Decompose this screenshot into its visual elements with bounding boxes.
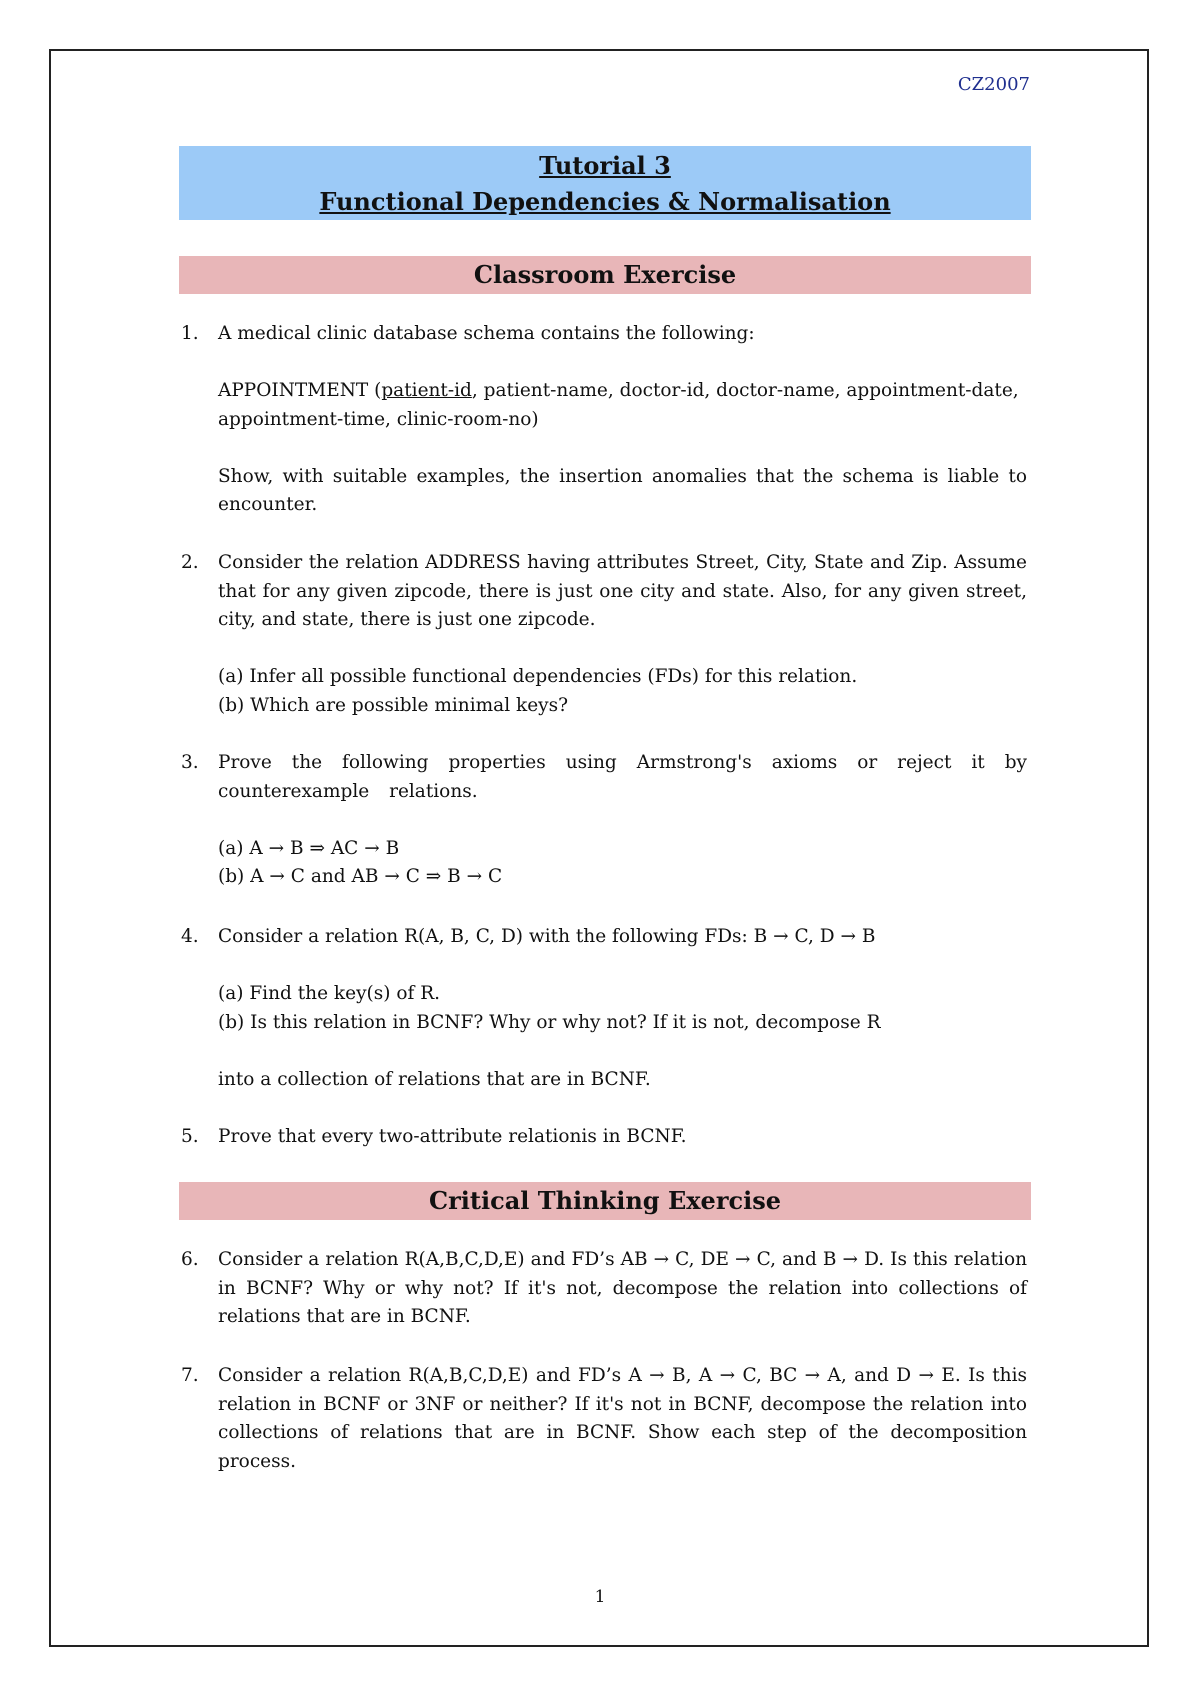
sub-question-b: (b) Which are possible minimal keys?	[218, 694, 569, 716]
title-banner	[179, 146, 1031, 220]
question-number: 3.	[181, 752, 199, 773]
question-text: Consider a relation R(A,B,C,D,E) and FD’s AB → C, DE → C, and B → D. Is this relation in BCNF? Why or why not? If it's not, decompose the relation into collections of relations that are in BCNF.	[218, 1249, 1027, 1327]
sub-question-a: (a) Infer all possible functional dependencies (FDs) for this relation.	[218, 666, 858, 687]
question-text: Consider a relation R(A, B, C, D) with the following FDs: B → C, D → B	[218, 926, 876, 947]
question-text: Consider the relation ADDRESS having attributes Street, City, State and Zip. Assume that for any given zipcode, there is just one city and state. Also, for any given street, city, and state, there is just one zipcode.	[218, 552, 1027, 630]
sub-question-b: (b) A → C and AB → C ⇒ B → C	[218, 866, 503, 887]
question-3	[181, 749, 1027, 892]
question-text: Prove the following properties using Armstrong's axioms or reject it by counterexample relations.	[218, 752, 1027, 802]
question-text: A medical clinic database schema contains the following:	[218, 323, 755, 344]
question-2	[181, 549, 1027, 720]
question-7	[181, 1362, 1027, 1476]
sub-question-a: (a) A → B ⇒ AC → B	[218, 837, 400, 859]
question-5	[181, 1123, 1027, 1152]
primary-key: patient-id	[381, 380, 472, 401]
question-number: 2.	[181, 552, 199, 573]
question-text: Consider a relation R(A,B,C,D,E) and FD’s A → B, A → C, BC → A, and D → E. Is this relation in BCNF or 3NF or neither? If it's not in BCNF, decompose the relation into collections of relations that are in BCNF. Show each step of the decomposition process.	[218, 1365, 1027, 1472]
question-6	[181, 1246, 1027, 1332]
question-number: 4.	[181, 926, 199, 947]
question-number: 6.	[181, 1249, 199, 1270]
question-4	[181, 923, 1027, 1094]
section-heading-classroom: Classroom Exercise	[179, 256, 1031, 294]
question-text: Prove that every two-attribute relationis in BCNF.	[218, 1126, 687, 1147]
question-number: 1.	[181, 323, 199, 344]
question-number: 7.	[181, 1365, 199, 1386]
question-task: Show, with suitable examples, the insertion anomalies that the schema is liable to encounter.	[218, 465, 1027, 515]
course-code: CZ2007	[957, 74, 1030, 95]
question-1	[181, 320, 1027, 520]
section-heading-critical: Critical Thinking Exercise	[179, 1182, 1031, 1220]
sub-question-a: (a) Find the key(s) of R.	[218, 983, 441, 1004]
sub-question-b-continued: into a collection of relations that are in BCNF.	[218, 1068, 651, 1090]
sub-question-b: (b) Is this relation in BCNF? Why or why not? If it is not, decompose R	[218, 1011, 881, 1033]
tutorial-title: Tutorial 3	[539, 151, 671, 180]
page-number: 1	[594, 1587, 606, 1607]
schema-definition: APPOINTMENT (patient-id, patient-name, doctor-id, doctor-name, appointment-date, appointment-time, clinic-room-no)	[218, 380, 1019, 430]
tutorial-subtitle: Functional Dependencies & Normalisation	[319, 187, 891, 216]
question-number: 5.	[181, 1126, 199, 1147]
